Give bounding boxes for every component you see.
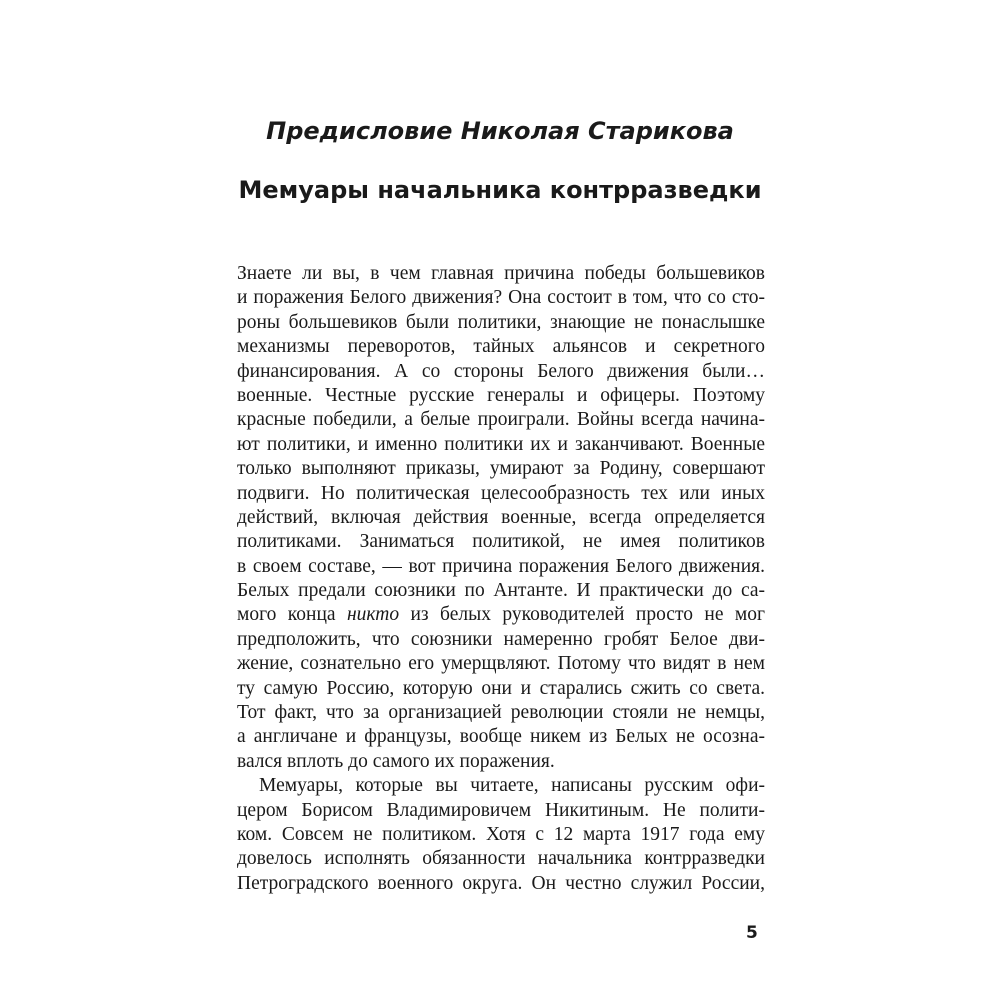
text-line: военные. Честные русские генералы и офицеры. Поэтому (237, 384, 765, 406)
text-line: а англичане и французы, вообще никем из Белых не осозна- (237, 726, 765, 748)
text-line: цером Борисом Владимировичем Никитиным. Не полити- (237, 799, 765, 821)
text-line: действий, включая действия военные, всегда определяется (237, 506, 765, 528)
text-line (237, 603, 765, 627)
author-heading: Предисловие Николая Старикова (266, 117, 734, 145)
text-segment: мого конца (237, 604, 347, 626)
text-line: политиками. Заниматься политикой, не имея политиков (237, 531, 765, 553)
chapter-title: Мемуары начальника контрразведки (238, 176, 762, 204)
text-line: ту самую Россию, которую они и старались сжить со света. (237, 677, 765, 699)
text-line: механизмы переворотов, тайных альянсов и секретного (237, 336, 765, 358)
text-line: красные победили, а белые проиграли. Войны всегда начина- (237, 409, 765, 431)
text-line: только выполняют приказы, умирают за Родину, совершают (237, 458, 765, 480)
text-segment: из белых руководителей просто не мог (399, 604, 765, 626)
text-line: Мемуары, которые вы читаете, написаны русским офи- (259, 775, 765, 797)
text-line: Петроградского военного округа. Он честно служил России, (237, 872, 765, 894)
text-line: Тот факт, что за организацией революции стояли не немцы, (237, 702, 765, 724)
italic-emphasis: никто (346, 604, 400, 626)
text-line: и поражения Белого движения? Она состоит в том, что со сто- (237, 287, 765, 309)
body-text (237, 262, 765, 896)
text-line: роны большевиков были политики, знающие не понаслышке (237, 311, 765, 333)
text-line: Белых предали союзники по Антанте. И практически до са- (237, 580, 765, 602)
text-line: вался вплоть до самого их поражения. (237, 750, 555, 772)
text-line: ком. Совсем не политиком. Хотя с 12 марта 1917 года ему (237, 823, 765, 845)
text-line: подвиги. Но политическая целесообразность тех или иных (237, 482, 765, 504)
text-line: жение, сознательно его умерщвляют. Потому что видят в нем (237, 653, 765, 675)
text-line: ют политики, и именно политики их и заканчивают. Военные (237, 433, 765, 455)
text-line: в своем составе, — вот причина поражения Белого движения. (237, 555, 765, 577)
text-line: Знаете ли вы, в чем главная причина победы большевиков (237, 263, 765, 284)
text-line: предположить, что союзники намеренно гробят Белое дви- (237, 628, 765, 650)
page-number: 5 (746, 923, 758, 943)
text-line: довелось исполнять обязанности начальника контрразведки (237, 848, 765, 870)
text-line: финансирования. А со стороны Белого движения были… (237, 360, 765, 382)
